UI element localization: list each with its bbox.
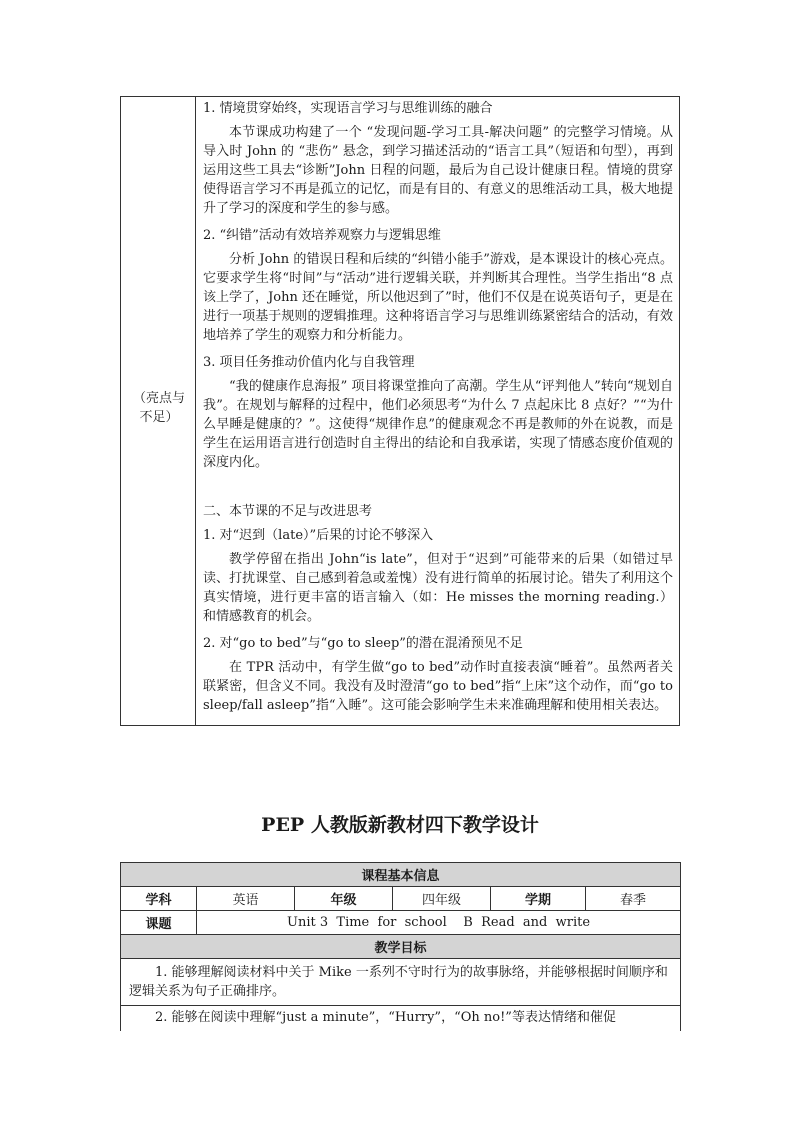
highlight-heading-1: 1. 情境贯穿始终，实现语言学习与思维训练的融合 [203,101,493,116]
document-title: PEP 人教版新教材四下教学设计 [261,814,539,836]
course-info-table [120,862,681,1031]
objective-2: 2. 能够在阅读中理解“just a minute”，“Hurry”，“Oh no!”等表达情绪和催促 [155,1010,616,1025]
reflection-side-label: （亮点与不足） [132,391,185,425]
topic-value: Unit 3 Time for school B Read and write [197,911,681,935]
highlight-body-2: 分析 John 的错误日程和后续的“纠错小能手”游戏，是本课设计的核心亮点。它要求学生将“时间”与“活动”进行逻辑关联，并判断其合理性。当学生指出“8 点该上学了，John 还在睡觉，所以他迟到了”时，他们不仅是在说英语句子，更是在进行一项基于规则的逻辑推理。这种将语言学习与思维训练紧密结合的活动，有效地培养了学生的观察力和分析能力。 [203,252,673,343]
shortcoming-body-2: 在 TPR 活动中，有学生做“go to bed”动作时直接表演“睡着”。虽然两者关联紧密，但含义不同。我没有及时澄清“go to bed”指“上床”这个动作，而“go to sleep/fall asleep”指“入睡”。这可能会影响学生未来准确理解和使用相关表达。 [203,660,673,713]
topic-label: 课题 [121,911,197,935]
subject-value: 英语 [197,887,295,911]
objective-cell-2 [121,1006,681,1032]
grade-label: 年级 [295,887,393,911]
reflection-content [203,99,673,723]
shortcoming-heading-1: 1. 对“迟到（late）”后果的讨论不够深入 [203,528,434,543]
highlight-body-3: “我的健康作息海报” 项目将课堂推向了高潮。学生从“评判他人”转向“规划自我”。在规划与解释的过程中，他们必须思考“为什么 7 点起床比 8 点好？”“为什么早睡是健康的？”。这使得“规律作息”的健康观念不再是教师的外在说教，而是学生在运用语言进行创造时自主得出的结论和自我承诺，实现了情感态度价值观的深度内化。 [203,379,673,470]
shortcoming-heading-2: 2. 对“go to bed”与“go to sleep”的潜在混淆预见不足 [203,636,523,651]
objectives-header: 教学目标 [121,935,681,959]
term-label: 学期 [491,887,586,911]
term-value: 春季 [586,887,681,911]
objective-1: 1. 能够理解阅读材料中关于 Mike 一系列不守时行为的故事脉络，并能够根据时间顺序和逻辑关系为句子正确排序。 [129,965,668,999]
shortcomings-section-title: 二、本节课的不足与改进思考 [203,504,373,519]
grade-value: 四年级 [393,887,491,911]
subject-label: 学科 [121,887,197,911]
basic-info-header: 课程基本信息 [121,863,681,887]
highlight-heading-2: 2. “纠错”活动有效培养观察力与逻辑思维 [203,228,441,243]
shortcoming-body-1: 教学停留在指出 John“is late”，但对于“迟到”可能带来的后果（如错过早读、打扰课堂、自己感到着急或羞愧）没有进行简单的拓展讨论。错失了利用这个真实情境，进行更丰富的语言输入（如：He misses the morning reading.）和情感教育的机会。 [203,552,673,624]
objective-cell-1 [121,959,681,1006]
highlight-body-1: 本节课成功构建了一个 “发现问题-学习工具-解决问题” 的完整学习情境。从导入时 John 的 “悲伤” 悬念，到学习描述活动的“语言工具”（短语和句型），再到运用这些工具去“诊断”John 日程的问题，最后为自己设计健康日程。情境的贯穿使得语言学习不再是孤立的记忆，而是有目的、有意义的思维活动工具，极大地提升了学习的深度和学生的参与感。 [203,125,673,216]
highlight-heading-3: 3. 项目任务推动价值内化与自我管理 [203,355,415,370]
reflection-table [120,96,680,726]
reflection-side-column [121,97,196,725]
